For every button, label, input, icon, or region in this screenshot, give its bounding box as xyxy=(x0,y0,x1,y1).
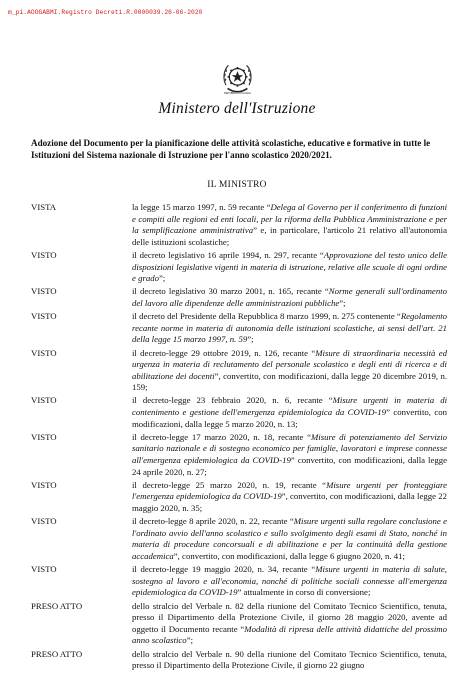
clause-row xyxy=(31,395,451,430)
minister-heading: IL MINISTRO xyxy=(207,180,267,190)
clause-text-italic: Misure di straordinaria necessità ed urgenza in materia di reclutamento del personale scolastico e degli enti di ricerca e di abilitazione dei docenti xyxy=(132,347,447,381)
clause-text-italic: Misure urgenti in materia di salute, sostegno al lavoro e all'economia, nonché di politiche sociali connesse all'emergenza epidemiologica da COVID-19 xyxy=(132,564,447,598)
clause-text-segment: ” convertito, con modificazioni, dalla legge 5 marzo 2020, n. 13; xyxy=(132,407,447,429)
clause-label: VISTO xyxy=(31,249,57,260)
clause-text-segment: ”; xyxy=(339,297,346,308)
clause-text-segment: il decreto del Presidente della Repubblica 8 marzo 1999, n. 275 contenente “ xyxy=(132,311,401,322)
clause-text-segment: ”; xyxy=(247,334,254,345)
clause-row xyxy=(31,202,451,248)
clause-label: VISTO xyxy=(31,347,57,358)
clause-text-segment: ” attualmente in corso di conversione; xyxy=(237,587,371,598)
clauses-list xyxy=(31,202,451,673)
clause-text xyxy=(132,250,447,285)
clause-label: PRESO ATTO xyxy=(31,600,83,611)
clause-text xyxy=(132,202,447,248)
clause-text-segment: il decreto-legge 8 aprile 2020, n. 22, recante “ xyxy=(132,516,294,527)
clause-text xyxy=(132,395,447,430)
clause-label: VISTO xyxy=(31,516,57,527)
svg-text:REPVBBLICA ITALIANA: REPVBBLICA ITALIANA xyxy=(224,92,251,96)
clause-row xyxy=(31,250,451,285)
clause-text-segment: il decreto legislativo 16 aprile 1994, n. 297, recante “ xyxy=(132,249,324,260)
clause-text-segment: il decreto-legge 29 ottobre 2019, n. 126, recante “ xyxy=(132,347,316,358)
clause-row xyxy=(31,601,451,647)
clause-text xyxy=(132,432,447,478)
clause-text-segment: la legge 15 marzo 1997, n. 59 recante “ xyxy=(132,202,271,212)
clause-row xyxy=(31,564,451,599)
clause-text xyxy=(132,564,447,599)
clause-text-italic: Norme generali sull'ordinamento del lavoro alle dipendenze delle amministrazioni pubbliche xyxy=(132,286,447,308)
clause-label: VISTO xyxy=(31,286,57,297)
clause-row xyxy=(31,649,451,672)
clause-text xyxy=(132,480,447,515)
italian-republic-emblem-icon xyxy=(221,60,254,97)
clause-text-segment: ”; xyxy=(158,273,166,284)
clause-label: VISTO xyxy=(31,564,57,575)
clause-text xyxy=(132,516,447,562)
clause-label: VISTO xyxy=(31,479,57,490)
clause-row xyxy=(31,432,451,478)
clause-text-segment: dello stralcio del Verbale n. 90 della riunione del Comitato Tecnico Scientifico, tenuta, presso il Dipartimento della Protezione Civile, il giorno 22 giugno xyxy=(132,648,447,671)
clause-row xyxy=(31,286,451,309)
clause-text xyxy=(132,649,447,672)
clause-text-segment: il decreto-legge 17 marzo 2020, n. 18, recante “ xyxy=(132,431,312,442)
clause-label: VISTA xyxy=(31,202,57,212)
clause-text-italic: Regolamento recante norme in materia di autonomia delle istituzioni scolastiche, ai sensi dell'art. 21 della legge 15 marzo 1997, n. 59 xyxy=(132,311,447,345)
clause-text-segment: ”, convertito, con modificazioni, dalla legge 22 maggio 2020, n. 35; xyxy=(132,491,447,513)
clause-text-segment: ”, convertito, con modificazioni, dalla legge 20 dicembre 2019, n. 159; xyxy=(132,370,448,393)
clause-label: PRESO ATTO xyxy=(31,648,83,659)
clause-text-segment: ”, convertito, con modificazioni, dalla legge 6 giugno 2020, n. 41; xyxy=(173,550,405,561)
clause-text-italic: Delega al Governo per il conferimento di funzioni e compiti alle regioni ed enti locali, per la riforma della Pubblica Amministrazione e per la semplificazione amministrativa xyxy=(132,202,448,236)
decree-title: Adozione del Documento per la pianificazione delle attività scolastiche, educative e formative in tutte le Istituzioni del Sistema nazionale di Istruzione per l'anno scolastico 2020/2021. xyxy=(31,138,431,160)
clause-text-italic: Approvazione del testo unico delle disposizioni legislative vigenti in materia di istruzione, relative alle scuole di ogni ordine e grado xyxy=(132,249,447,284)
clause-text-segment: ” e, in particolare, l'articolo 21 relativo all'autonomia delle istituzioni scolastiche; xyxy=(132,225,447,247)
clause-row xyxy=(31,311,451,346)
ministry-name: Ministero dell'Istruzione xyxy=(158,100,316,117)
clause-text xyxy=(132,311,447,346)
clause-text xyxy=(132,348,447,394)
clause-row xyxy=(31,480,451,515)
clause-text-segment: ”; xyxy=(186,635,194,646)
clause-text xyxy=(132,601,447,647)
clause-row xyxy=(31,348,451,394)
clause-text-segment: il decreto legislativo 30 marzo 2001, n. 165, recante “ xyxy=(132,286,329,297)
clause-text-segment: dello stralcio del Verbale n. 82 della riunione del Comitato Tecnico Scientifico, tenuta, presso il Dipartimento della Protezione Civile, il giorno 28 maggio 2020, avente ad oggetto il Documento recante “ xyxy=(132,600,447,634)
clause-text-italic: Misure urgenti sulla regolare conclusione e l'ordinato avvio dell'anno scolastico e sullo svolgimento degli esami di Stato, nonché in materia di procedure concorsuali e di abilitazione e per la continuità della gestione accademica xyxy=(132,516,448,561)
clause-text-segment: il decreto-legge 25 marzo 2020, n. 19, recante “ xyxy=(132,479,327,490)
clause-row xyxy=(31,516,451,562)
clause-text-italic: Misure urgenti in materia di contenimento e gestione dell'emergenza epidemiologica da COVID-19 xyxy=(132,395,447,418)
clause-label: VISTO xyxy=(31,431,57,442)
clause-label: VISTO xyxy=(31,395,57,406)
clause-text-italic: Modalità di ripresa delle attività didattiche del prossimo anno scolastico xyxy=(132,623,447,646)
clause-text-segment: il decreto-legge 19 maggio 2020, n. 34, recante “ xyxy=(132,564,316,575)
clause-text-segment: il decreto-legge 23 febbraio 2020, n. 6, recante “ xyxy=(132,395,333,406)
clause-label: VISTO xyxy=(31,311,57,322)
clause-text-segment: ” convertito, con modificazioni, dalla legge 24 aprile 2020, n. 27; xyxy=(132,455,448,477)
clause-text-italic: Misure di potenziamento del Servizio sanitario nazionale e di sostegno economico per famiglie, lavoratori e imprese connesse all'emergenza epidemiologica da COVID-19 xyxy=(132,431,447,466)
protocol-stamp: m_pi.AOOGABMI.Registro Decreti.R.0000039.26-06-2020 xyxy=(8,9,203,16)
clause-text xyxy=(132,286,447,309)
clause-text-italic: Misure urgenti per fronteggiare l'emergenza epidemiologica da COVID-19 xyxy=(132,479,447,502)
